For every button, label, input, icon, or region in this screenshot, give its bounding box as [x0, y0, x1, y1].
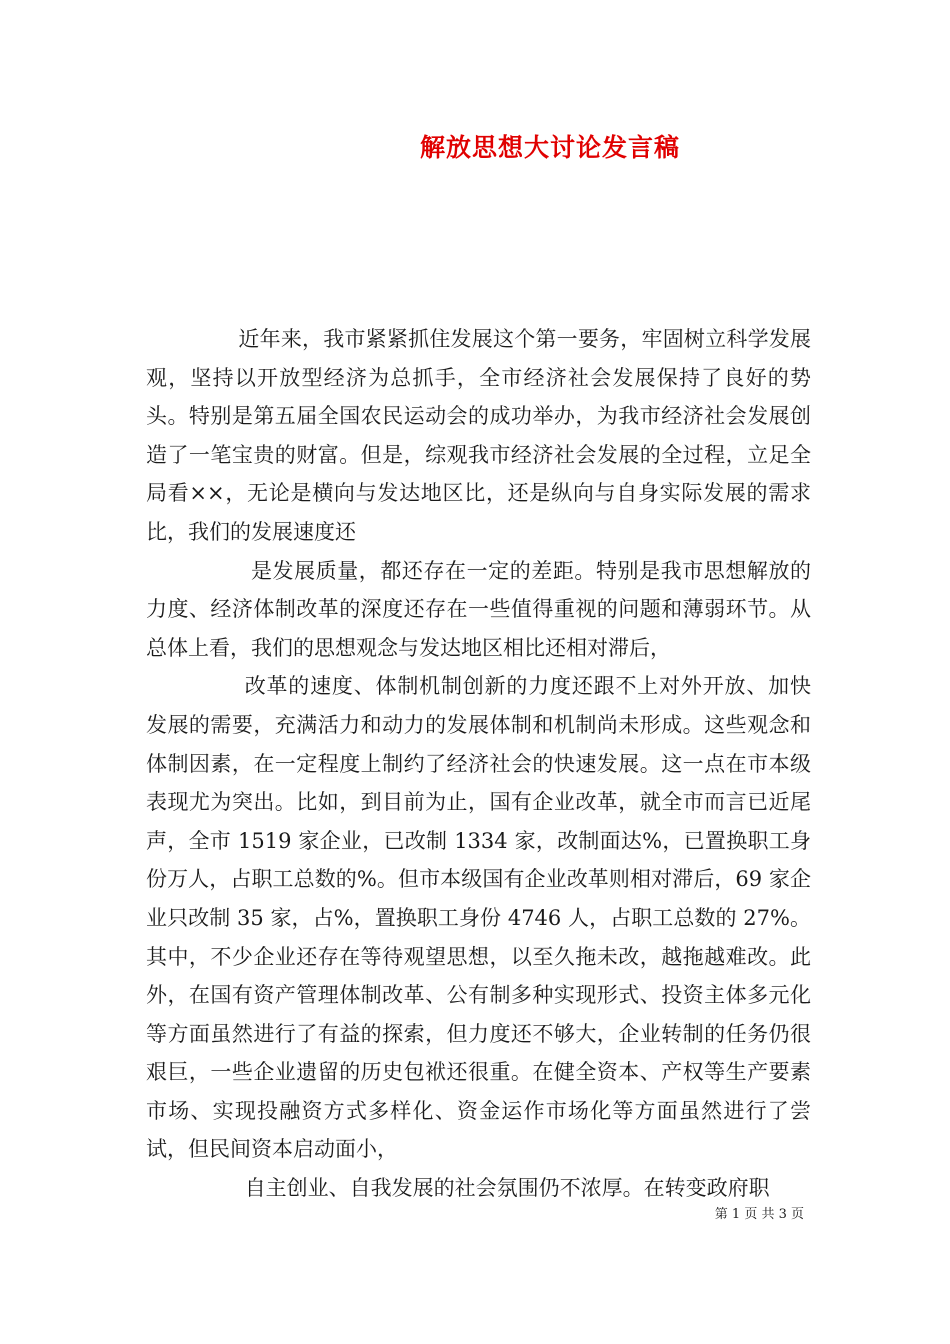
- paragraph-1: 近年来，我市紧紧抓住发展这个第一要务，牢固树立科学发展观，坚持以开放型经济为总抓手，全市经济社会发展保持了良好的势头。特别是第五届全国农民运动会的成功举办，为我市经济社会发展创造了一笔宝贵的财富。但是，综观我市经济社会发展的全过程，立足全局看××，无论是横向与发达地区比，还是纵向与自身实际发展的需求比，我们的发展速度还: [146, 327, 811, 544]
- document-body: [146, 320, 811, 1208]
- paragraph-2: 是发展质量，都还存在一定的差距。特别是我市思想解放的力度、经济体制改革的深度还存在一些值得重视的问题和薄弱环节。从总体上看，我们的思想观念与发达地区相比还相对滞后，: [146, 558, 811, 660]
- document-title: 解放思想大讨论发言稿: [419, 133, 680, 162]
- paragraph-3: 改革的速度、体制机制创新的力度还跟不上对外开放、加快发展的需要，充满活力和动力的发展体制和机制尚未形成。这些观念和体制因素，在一定程度上制约了经济社会的快速发展。这一点在市本级表现尤为突出。比如，到目前为止，国有企业改革，就全市而言已近尾声，全市 1519 家企业，已改制 1334 家，改制面达%，已置换职工身份万人，占职工总数的%。但市本级国有企业改革则相对滞后，69 家企业只改制 35 家，占%，置换职工身份 4746 人，占职工总数的 27%。其中，不少企业还存在等待观望思想，以至久拖未改，越拖越难改。此外，在国有资产管理体制改革、公有制多种实现形式、投资主体多元化等方面虽然进行了有益的探索，但力度还不够大，企业转制的任务仍很艰巨，一些企业遗留的历史包袱还很重。在健全资本、产权等生产要素市场、实现投融资方式多样化、资金运作市场化等方面虽然进行了尝试，但民间资本启动面小，: [146, 674, 811, 1162]
- paragraph-4: 自主创业、自我发展的社会氛围仍不浓厚。在转变政府职: [244, 1176, 770, 1201]
- page-number-footer: 第 1 页 共 3 页: [714, 1207, 804, 1222]
